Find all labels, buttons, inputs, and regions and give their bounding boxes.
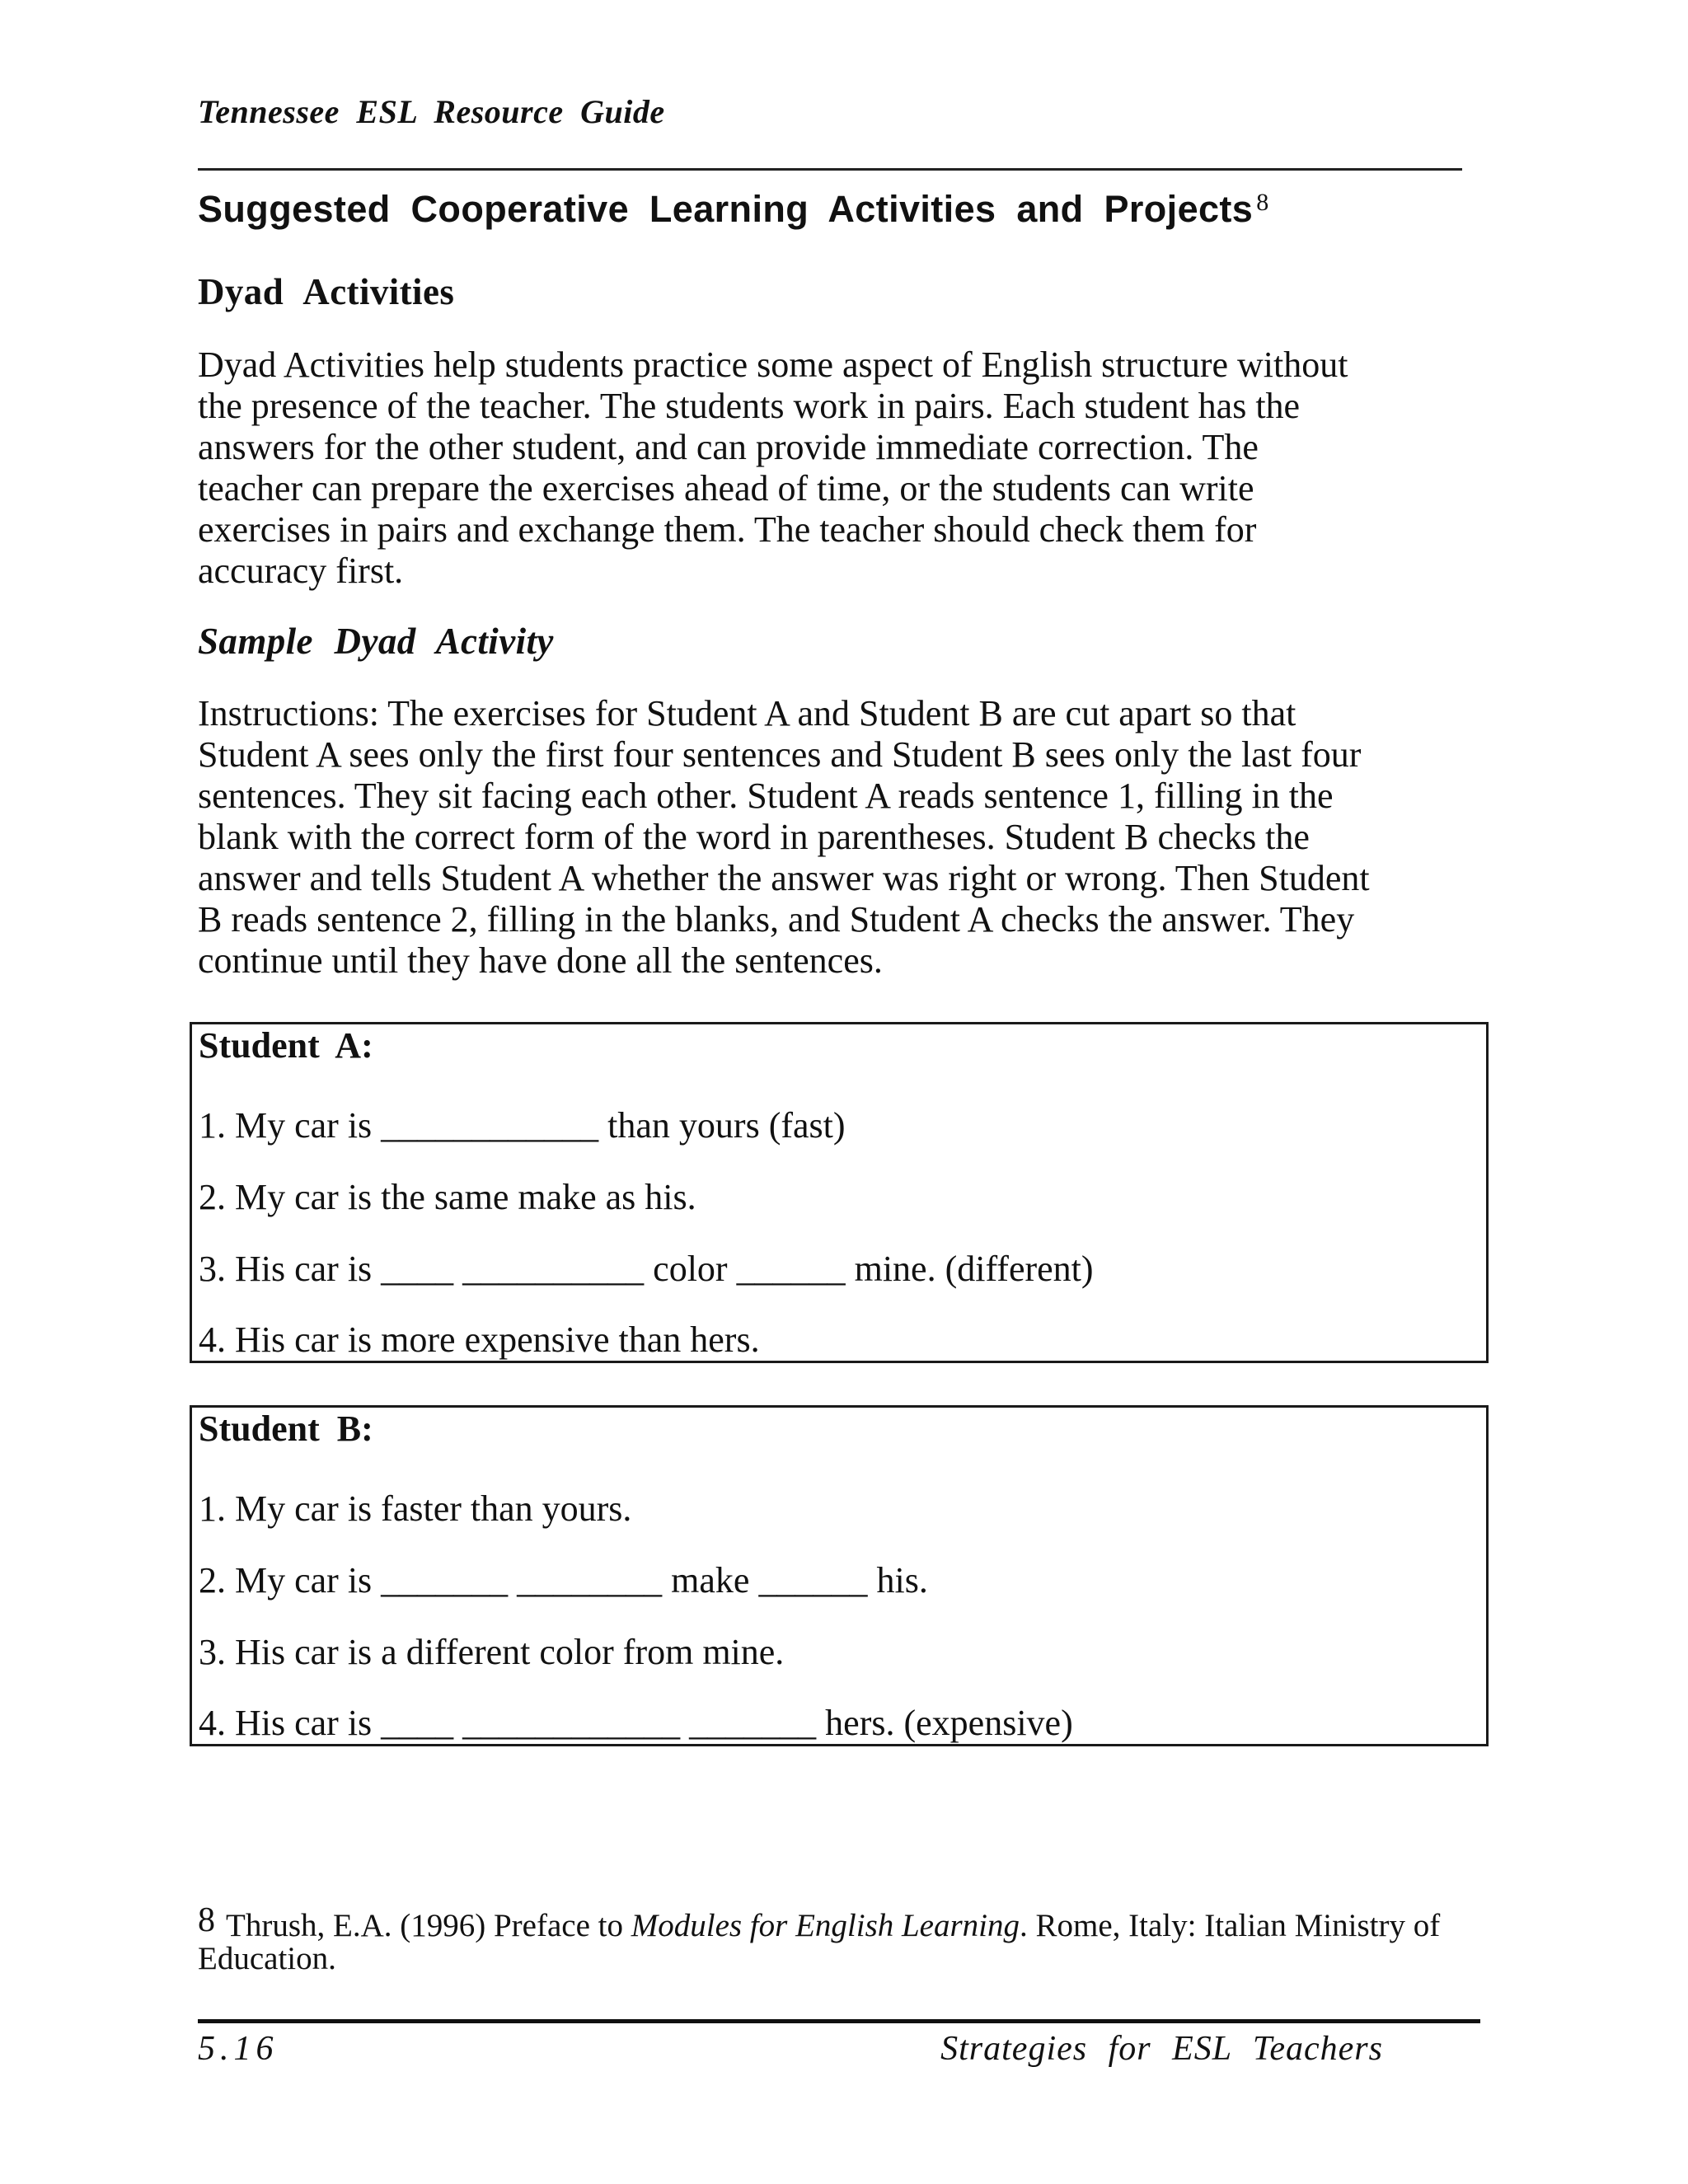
student-b-item-2: 2. My car is _______ ________ make ______ his. [199,1560,928,1601]
dyad-description-paragraph [198,344,1500,592]
student-b-item-4: 4. His car is ____ ____________ _______ hers. (expensive) [199,1703,1073,1743]
paragraph-line: accuracy first. [198,551,404,591]
paragraph-line: sentences. They sit facing each other. Student A reads sentence 1, filling in the [198,776,1334,816]
instructions-paragraph [198,693,1500,982]
student-a-item-1: 1. My car is ____________ than yours (fast) [199,1105,846,1146]
paragraph-line: blank with the correct form of the word in parentheses. Student B checks the [198,817,1310,857]
student-b-item-1: 1. My car is faster than yours. [199,1488,632,1529]
student-a-box [190,1022,1489,1363]
student-b-item-3: 3. His car is a different color from mine. [199,1632,785,1672]
paragraph-line: answers for the other student, and can provide immediate correction. The [198,427,1259,467]
sample-dyad-activity-heading: Sample Dyad Activity [198,621,554,662]
paragraph-line: answer and tells Student A whether the answer was right or wrong. Then Student [198,858,1370,898]
footnote-line-2: Education. [198,1941,336,1976]
footnote-book-title: Modules for English Learning [631,1908,1020,1943]
section-title [198,188,1269,231]
paragraph-line: exercises in pairs and exchange them. The teacher should check them for [198,509,1257,550]
footnote-reference: 8 [1256,189,1269,216]
paragraph-line: Dyad Activities help students practice some aspect of English structure without [198,344,1348,385]
header-rule [198,168,1462,171]
paragraph-line: Instructions: The exercises for Student A and Student B are cut apart so that [198,693,1296,733]
paragraph-line: the presence of the teacher. The students work in pairs. Each student has the [198,386,1301,426]
footnote-text-before: Thrush, E.A. (1996) Preface to [226,1908,631,1943]
student-a-item-4: 4. His car is more expensive than hers. [199,1319,760,1360]
footnote-text-after: . Rome, Italy: Italian Ministry of [1020,1908,1441,1943]
paragraph-line: teacher can prepare the exercises ahead of time, or the students can write [198,468,1254,509]
paragraph-line: B reads sentence 2, filling in the blanks, and Student A checks the answer. They [198,899,1355,940]
student-a-item-2: 2. My car is the same make as his. [199,1177,696,1217]
footnote [198,1901,1484,1976]
section-title-text: Suggested Cooperative Learning Activities and Projects [198,188,1254,230]
footnote-number: 8 [198,1901,215,1939]
footnote-line-1 [198,1901,1484,1943]
student-b-box [190,1405,1489,1746]
paragraph-line: continue until they have done all the sentences. [198,940,883,981]
paragraph-line: Student A sees only the first four sentences and Student B sees only the last four [198,734,1362,775]
page-number: 5.16 [198,2030,279,2068]
student-a-item-3: 3. His car is ____ __________ color ______ mine. (different) [199,1249,1094,1289]
footer-rule [198,2019,1480,2023]
student-a-title: Student A: [199,1025,373,1066]
chapter-title: Strategies for ESL Teachers [940,2030,1383,2068]
dyad-activities-heading: Dyad Activities [198,271,455,312]
running-head: Tennessee ESL Resource Guide [198,93,665,130]
student-b-title: Student B: [199,1408,373,1449]
